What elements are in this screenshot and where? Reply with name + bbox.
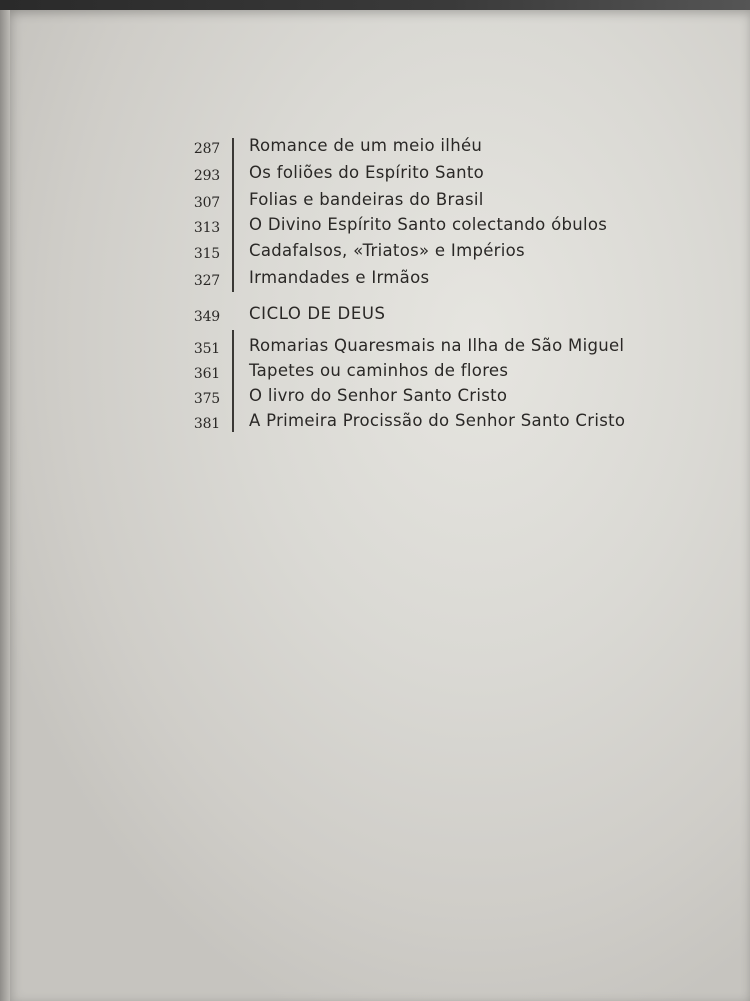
toc-page-number: 349 (193, 309, 220, 325)
toc-page-number: 313 (193, 220, 220, 236)
page-stack-edge (0, 0, 10, 1001)
toc-entry-title: O Divino Espírito Santo colectando óbulos (249, 215, 608, 234)
toc-entry-title: Os foliões do Espírito Santo (249, 163, 485, 182)
toc-page-number: 327 (193, 273, 220, 289)
toc-entry (188, 266, 658, 292)
toc-entry-title: Romance de um meio ilhéu (249, 136, 483, 155)
toc-entry-title: Irmandades e Irmãos (249, 268, 430, 287)
toc-entry (188, 213, 658, 239)
toc-entry-title: Folias e bandeiras do Brasil (249, 190, 484, 209)
toc-page-number: 351 (193, 341, 220, 357)
toc-entry (188, 188, 658, 214)
toc-entry (188, 384, 658, 410)
toc-section-heading (188, 302, 658, 328)
toc-section-title: CICLO DE DEUS (249, 304, 386, 323)
toc-entry (188, 161, 658, 187)
toc-page-number: 307 (193, 195, 220, 211)
toc-entry-title: Cadafalsos, «Triatos» e Impérios (249, 241, 525, 260)
toc-entry-title: Tapetes ou caminhos de flores (249, 361, 509, 380)
toc-entry (188, 239, 658, 265)
toc-entry-title: O livro do Senhor Santo Cristo (249, 386, 508, 405)
toc-entry (188, 134, 658, 160)
toc-entry (188, 359, 658, 385)
toc-entry-title: Romarias Quaresmais na Ilha de São Miguel (249, 336, 625, 355)
toc-page-number: 375 (193, 391, 220, 407)
book-page (8, 8, 750, 1001)
toc-page-number: 381 (193, 416, 220, 432)
toc-page-number: 361 (193, 366, 220, 382)
top-shadow (0, 0, 750, 10)
toc-page-number: 287 (193, 141, 220, 157)
toc-entry (188, 334, 658, 360)
toc-entry-title: A Primeira Procissão do Senhor Santo Cristo (249, 411, 626, 430)
toc-page-number: 315 (193, 246, 220, 262)
toc-entry (188, 409, 658, 435)
toc-page-number: 293 (193, 168, 220, 184)
